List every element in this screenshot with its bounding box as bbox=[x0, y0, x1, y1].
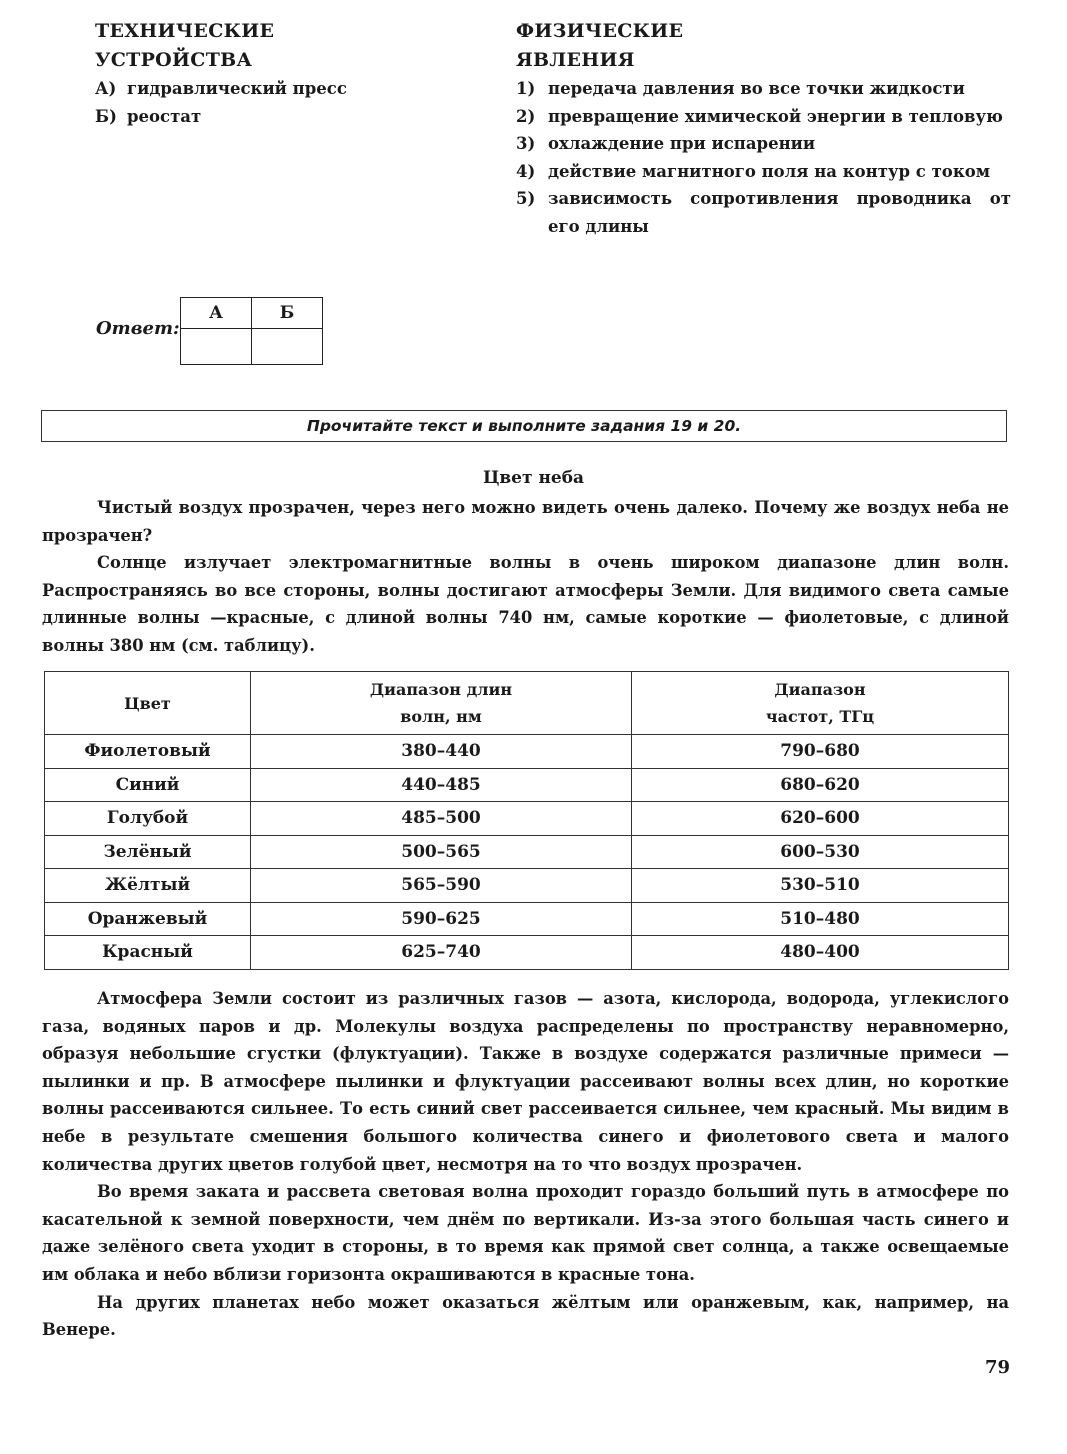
header-wavelength: Диапазон длин волн, нм bbox=[251, 672, 632, 735]
phenomenon-option-5: 5) зависимость сопротивления проводника от его длины bbox=[516, 189, 1011, 236]
phenomena-heading: ФИЗИЧЕСКИЕ ЯВЛЕНИЯ bbox=[516, 20, 684, 71]
instruction-text: Прочитайте текст и выполните задания 19 и 20. bbox=[306, 417, 742, 435]
answer-header-b: Б bbox=[252, 298, 323, 329]
color-spectrum-table bbox=[44, 671, 1009, 970]
table-row: Голубой 485–500 620–600 bbox=[45, 802, 1009, 836]
device-option-b: Б) реостат bbox=[95, 106, 202, 126]
table-row: Синий 440–485 680–620 bbox=[45, 768, 1009, 802]
paragraph: Солнце излучает электромагнитные волны в очень широком диапазоне длин волн. Распространяясь во все стороны, волны достигают атмосферы Земли. Для видимого света самые длинные волны —красные, с длиной волны 740 нм, самые короткие — фиолетовые, с длиной волны 380 нм (см. таблицу). bbox=[42, 553, 1009, 655]
table-header-row bbox=[45, 672, 1009, 735]
paragraph: На других планетах небо может оказаться жёлтым или оранжевым, как, например, на Венере. bbox=[42, 1292, 1009, 1340]
table-row: Красный 625–740 480–400 bbox=[45, 936, 1009, 970]
header-frequency: Диапазон частот, ТГц bbox=[632, 672, 1009, 735]
answer-label: Ответ: bbox=[96, 318, 180, 339]
device-option-a: А) гидравлический пресс bbox=[95, 79, 347, 98]
page-number: 79 bbox=[985, 1357, 1011, 1378]
phenomenon-option-4: 4) действие магнитного поля на контур с током bbox=[516, 161, 991, 181]
phenomenon-option-1: 1) передача давления во все точки жидкости bbox=[516, 79, 965, 98]
phenomenon-option-2: 2) превращение химической энергии в тепловую bbox=[516, 106, 1003, 126]
answer-cell-a[interactable] bbox=[181, 329, 252, 365]
paragraph: Атмосфера Земли состоит из различных газов — азота, кислорода, водорода, углекислого газа, водяных паров и др. Молекулы воздуха распределены по пространству неравномерно, образуя небольшие сгустки (флуктуации). Также в воздухе содержатся различные примеси — пылинки и пр. В атмосфере пылинки и флуктуации рассеивают волны всех длин, но короткие волны рассеиваются сильнее. То есть синий свет рассеивается сильнее, чем красный. Мы видим в небе в результате смешения большого количества синего и фиолетового света и малого количества других цветов голубой цвет, несмотря на то что воздух прозрачен. bbox=[42, 989, 1009, 1174]
paragraph: Чистый воздух прозрачен, через него можно видеть очень далеко. Почему же воздух неба не прозрачен? bbox=[42, 498, 1009, 545]
devices-heading: ТЕХНИЧЕСКИЕ УСТРОЙСТВА bbox=[95, 20, 275, 71]
table-row: Фиолетовый 380–440 790–680 bbox=[45, 735, 1009, 769]
table-row: Жёлтый 565–590 530–510 bbox=[45, 869, 1009, 903]
answer-cell-b[interactable] bbox=[252, 329, 323, 365]
article-body bbox=[42, 985, 1009, 1344]
table-row: Зелёный 500–565 600–530 bbox=[45, 835, 1009, 869]
header-color: Цвет bbox=[45, 672, 251, 735]
instruction-banner bbox=[41, 410, 1007, 442]
table-row: Оранжевый 590–625 510–480 bbox=[45, 902, 1009, 936]
article-title: Цвет неба bbox=[482, 468, 585, 488]
phenomenon-option-3: 3) охлаждение при испарении bbox=[516, 134, 816, 153]
article-intro bbox=[42, 494, 1009, 660]
paragraph: Во время заката и рассвета световая волна проходит гораздо больший путь в атмосфере по касательной к земной поверхности, чем днём по вертикали. Из-за этого большая часть синего и даже зелёного света уходит в стороны, в то время как прямой свет солнца, а также освещаемые им облака и небо вблизи горизонта окрашиваются в красные тона. bbox=[42, 1182, 1009, 1284]
devices-column bbox=[95, 17, 475, 130]
answer-header-a: А bbox=[181, 298, 252, 329]
answer-grid bbox=[180, 297, 323, 365]
phenomena-column bbox=[516, 17, 1011, 240]
